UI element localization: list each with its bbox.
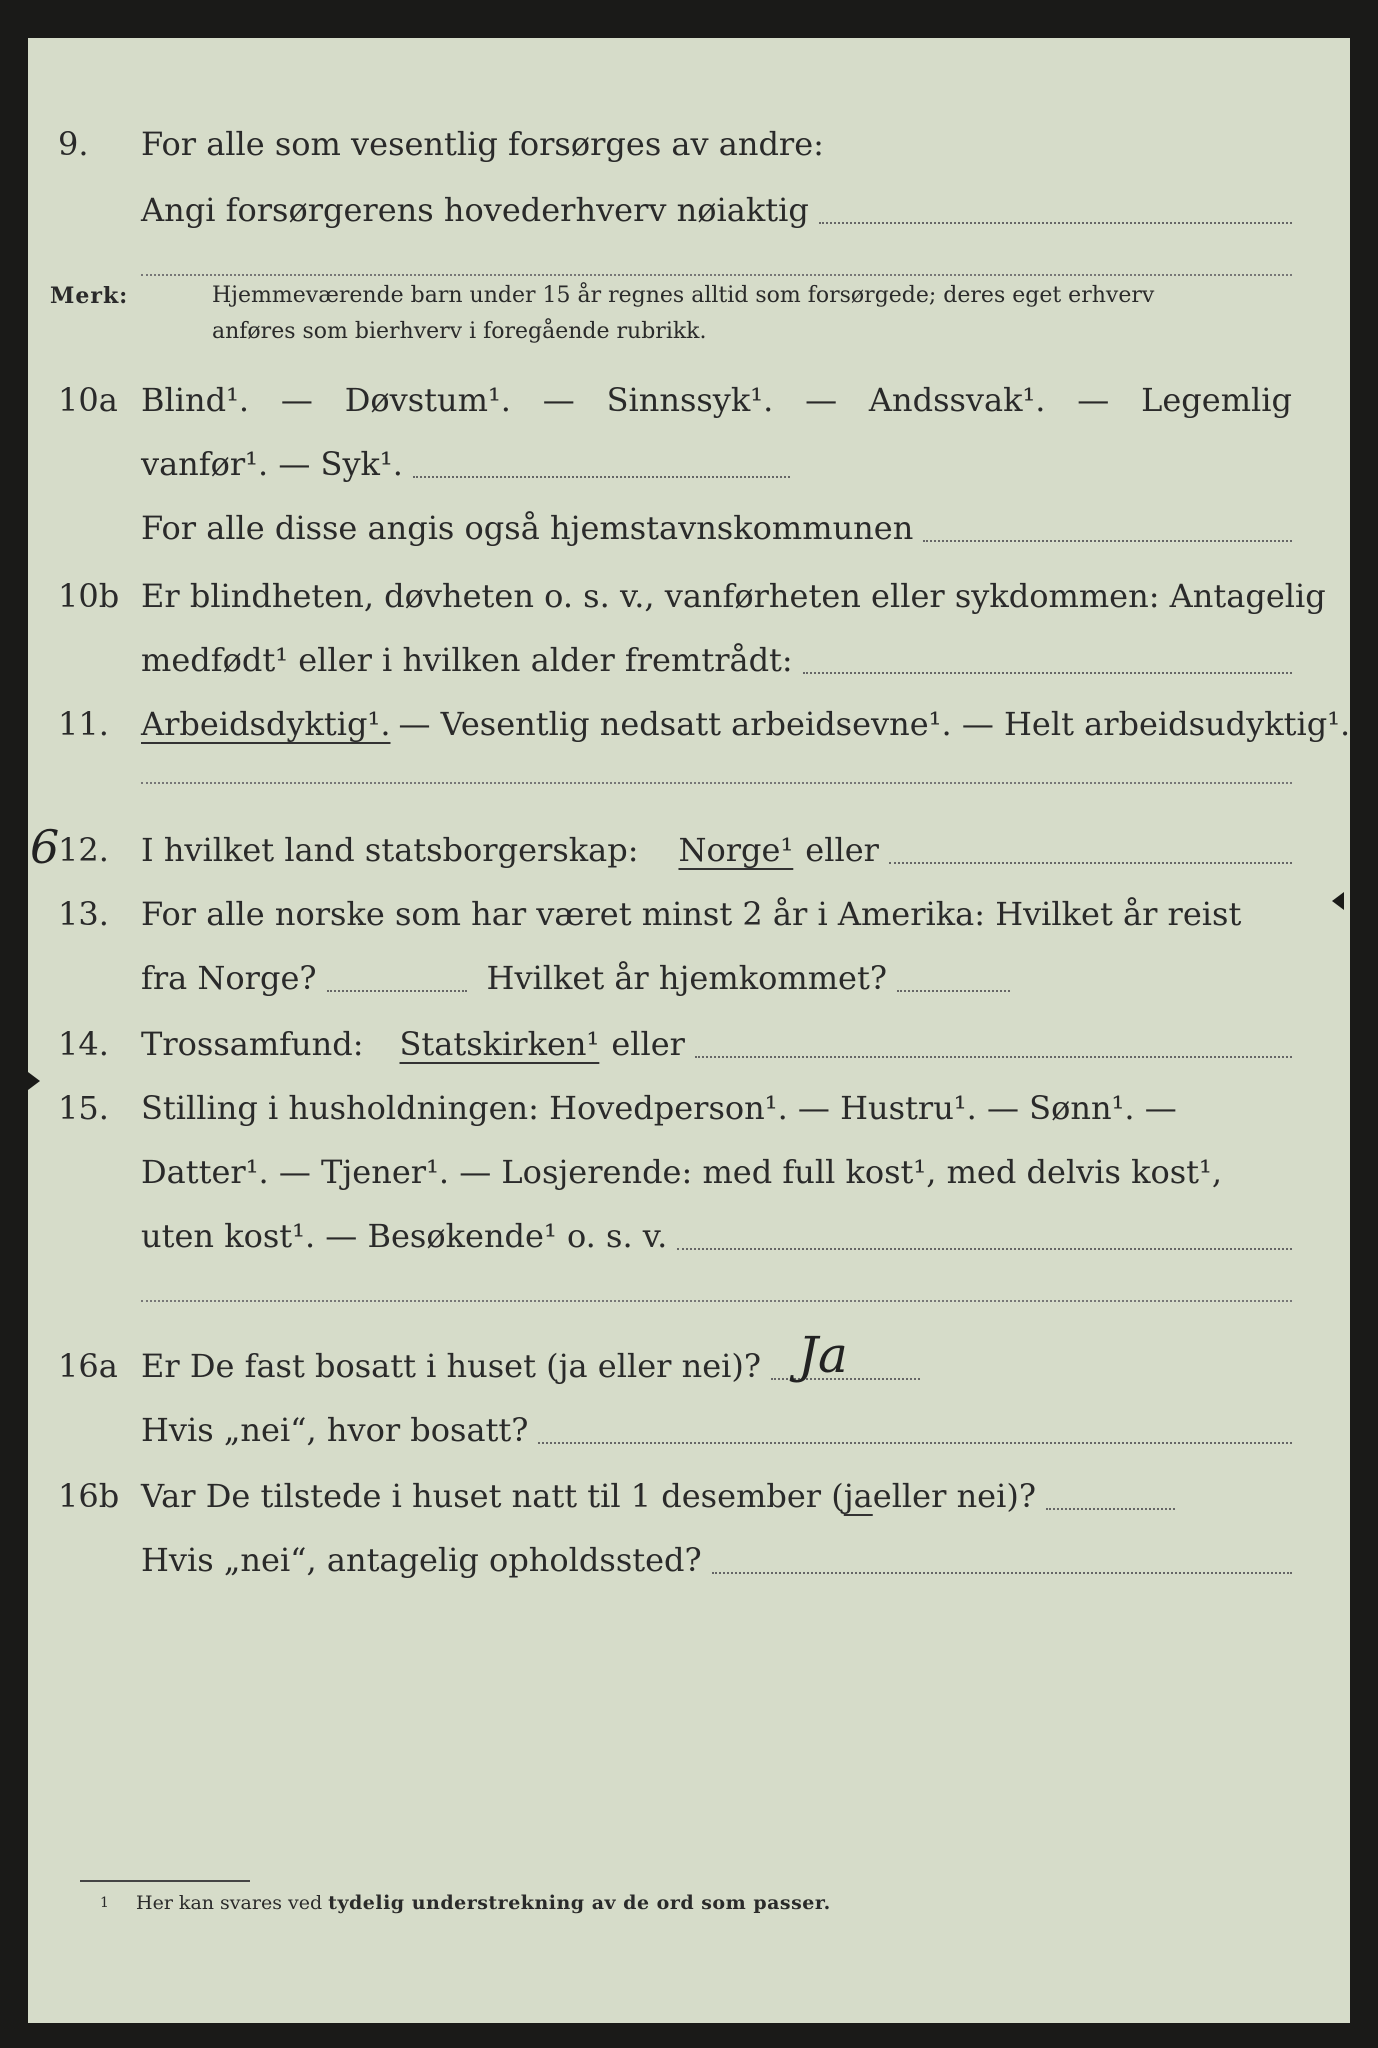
q16b-whereabouts-line[interactable] [712, 1572, 1292, 1574]
q10a-blind: Blind¹. [141, 381, 250, 419]
q10a-dovstum: Døvstum¹. [344, 381, 511, 419]
q15-answer-line[interactable] [677, 1248, 1292, 1250]
footnote-bold-text: tydelig understrekning av de ord som passer. [328, 1892, 831, 1914]
q13-year-left-line[interactable] [327, 990, 467, 992]
q16b-row-1 [28, 1468, 1350, 1524]
right-edge-tick-icon [1332, 892, 1344, 910]
q13-year-returned-line[interactable] [897, 990, 1010, 992]
q15-text-1: Stilling i husholdningen: Hovedperson¹. — Hustru¹. — Sønn¹. — [141, 1089, 1177, 1127]
q14-row [28, 1016, 1350, 1072]
note-label: Merk: [50, 283, 129, 309]
q12-option-norge[interactable]: Norge¹ [678, 831, 794, 869]
q15-text-3: uten kost¹. — Besøkende¹ o. s. v. [141, 1217, 668, 1255]
left-edge-tick-icon [28, 1072, 40, 1090]
q14-number: 14. [58, 1025, 109, 1063]
q14-option-statskirken[interactable]: Statskirken¹ [399, 1025, 600, 1063]
q15-number: 15. [58, 1089, 109, 1127]
q16a-text-1: Er De fast bosatt i huset (ja eller nei)? [141, 1347, 762, 1385]
q10b-row-2 [28, 632, 1350, 688]
q10a-row-3 [28, 500, 1350, 556]
footnote-number: 1 [100, 1895, 109, 1911]
q10a-dash: — [542, 381, 575, 419]
q15-text-2: Datter¹. — Tjener¹. — Losjerende: med full kost¹, med delvis kost¹, [141, 1153, 1223, 1191]
q13-number: 13. [58, 895, 109, 933]
footnote-rule [80, 1880, 250, 1882]
q9-text-2: Angi forsørgerens hovederhverv nøiaktig [141, 191, 809, 229]
q11-option-arbeidsdyktig[interactable]: Arbeidsdyktig¹. [141, 705, 391, 743]
q10a-row-2 [28, 436, 1350, 492]
q15-row-3 [28, 1208, 1350, 1264]
q13-row-1 [28, 886, 1350, 942]
q9-separator [141, 274, 1292, 276]
q13-text-1: For alle norske som har været minst 2 år i Amerika: Hvilket år reist [141, 895, 1242, 933]
q10a-text-3: For alle disse angis også hjemstavnskommunen [141, 509, 914, 547]
q12-eller: eller [805, 831, 879, 869]
q10a-dash: — [1077, 381, 1110, 419]
q14-text: Trossamfund: [141, 1025, 364, 1063]
q10b-text-2: medfødt¹ eller i hvilken alder fremtrådt: [141, 641, 793, 679]
q10b-number: 10b [58, 577, 120, 615]
q10b-answer-line[interactable] [803, 672, 1292, 674]
q15-separator [141, 1300, 1292, 1302]
q9-row-2 [28, 182, 1350, 238]
note-text-2: anføres som bierhverv i foregående rubrikk. [212, 319, 707, 344]
q11-row [28, 696, 1350, 752]
q11-separator [141, 782, 1292, 784]
q16b-number: 16b [58, 1477, 120, 1515]
q16b-text-a: Var De tilstede i huset natt til 1 desember ( [141, 1477, 844, 1515]
q10a-answer-line[interactable] [413, 476, 790, 478]
census-form-page [28, 38, 1350, 2023]
q16a-number: 16a [58, 1347, 118, 1385]
q9-text-1: For alle som vesentlig forsørges av andre: [141, 125, 824, 163]
q12-text: I hvilket land statsborgerskap: [141, 831, 639, 869]
q12-answer-line[interactable] [889, 862, 1292, 864]
q9-number: 9. [58, 125, 89, 163]
q10a-sinnssyk: Sinnssyk¹. [606, 381, 774, 419]
q10a-text-2: vanfør¹. — Syk¹. [141, 445, 403, 483]
q10b-text-1: Er blindheten, døvheten o. s. v., vanførheten eller sykdommen: Antagelig [141, 577, 1326, 615]
q16a-handwritten-answer: Ja [798, 1326, 848, 1384]
q16a-where-line[interactable] [538, 1442, 1292, 1444]
q16b-text-2: Hvis „nei“, antagelig opholdssted? [141, 1541, 702, 1579]
q16b-text-b: eller nei)? [872, 1477, 1036, 1515]
q10a-home-municipality-line[interactable] [923, 540, 1292, 542]
q15-row-1 [28, 1080, 1350, 1136]
q10a-number: 10a [58, 381, 118, 419]
q16a-row-2 [28, 1402, 1350, 1458]
q10a-legemlig: Legemlig [1141, 381, 1292, 419]
q11-number: 11. [58, 705, 109, 743]
q13-right-label: Hvilket år hjemkommet? [486, 959, 887, 997]
q9-row-1 [28, 116, 1350, 172]
q13-row-2 [28, 950, 1350, 1006]
q16a-text-2: Hvis „nei“, hvor bosatt? [141, 1411, 529, 1449]
q12-number: 12. [58, 831, 109, 869]
q14-answer-line[interactable] [695, 1056, 1292, 1058]
note-text-1: Hjemmeværende barn under 15 år regnes alltid som forsørgede; deres eget erhverv [212, 283, 1155, 308]
q10b-row-1 [28, 568, 1350, 624]
q16a-row-1 [28, 1338, 1350, 1394]
q10a-dash: — [805, 381, 838, 419]
q15-row-2 [28, 1144, 1350, 1200]
q16b-option-ja[interactable]: ja [843, 1477, 873, 1515]
q14-eller: eller [611, 1025, 685, 1063]
note-block [50, 278, 1310, 358]
q10a-dash: — [280, 381, 313, 419]
q9-answer-line[interactable] [819, 222, 1292, 224]
q10a-andssvak: Andssvak¹. [868, 381, 1046, 419]
q12-row [28, 822, 1350, 878]
q16b-answer-line[interactable] [1046, 1508, 1175, 1510]
q10a-row-1 [28, 372, 1350, 428]
footnote-text: Her kan svares ved [136, 1892, 323, 1914]
q11-other-options: — Vesentlig nedsatt arbeidsevne¹. — Helt arbeidsudyktig¹. [398, 705, 1350, 743]
q13-left-label: fra Norge? [141, 959, 317, 997]
q16b-row-2 [28, 1532, 1350, 1588]
margin-handwritten-mark: 6 [30, 820, 60, 874]
